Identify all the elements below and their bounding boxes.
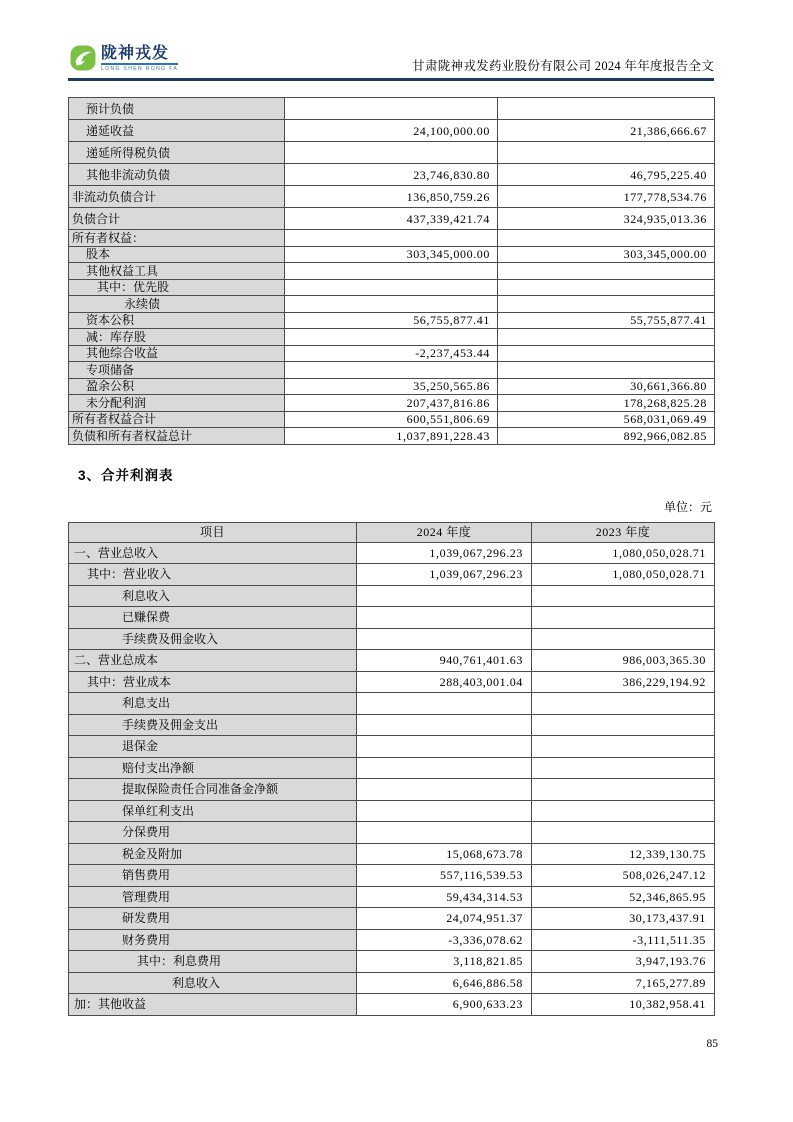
page-number: 85 <box>706 1038 718 1050</box>
table-row <box>69 208 715 230</box>
table-row <box>69 714 715 736</box>
row-value-2023: 52,346,865.95 <box>532 886 715 908</box>
table-row <box>69 736 715 758</box>
income-statement-table-body <box>69 542 715 1015</box>
company-logo-text <box>101 45 178 72</box>
section-heading: 3、合并利润表 <box>78 467 174 483</box>
row-label: 保单红利支出 <box>69 800 357 822</box>
row-value-2024: 6,900,633.23 <box>357 994 532 1016</box>
page-header <box>68 0 714 81</box>
row-label: 加：其他收益 <box>69 994 357 1016</box>
row-value-2024: 35,250,565.86 <box>285 378 498 395</box>
row-value-2024 <box>285 362 498 379</box>
table-row <box>69 779 715 801</box>
row-value-2023 <box>532 714 715 736</box>
row-label: 其中：利息费用 <box>69 951 357 973</box>
row-value-2023: 10,382,958.41 <box>532 994 715 1016</box>
row-label: 其他非流动负债 <box>69 164 285 186</box>
row-value-2024: 136,850,759.26 <box>285 186 498 208</box>
row-label: 所有者权益合计 <box>69 411 285 428</box>
table-row <box>69 886 715 908</box>
row-value-2024 <box>357 736 532 758</box>
table-row <box>69 908 715 930</box>
row-label: 利息收入 <box>69 972 357 994</box>
row-value-2023 <box>532 757 715 779</box>
row-value-2023 <box>532 628 715 650</box>
balance-sheet-table <box>68 97 715 445</box>
row-value-2023 <box>532 607 715 629</box>
company-logo <box>70 45 178 72</box>
row-value-2024: 288,403,001.04 <box>357 671 532 693</box>
row-value-2023: -3,111,511.35 <box>532 929 715 951</box>
row-value-2023 <box>498 296 715 313</box>
table-row <box>69 395 715 412</box>
row-value-2024: -3,336,078.62 <box>357 929 532 951</box>
row-value-2023: 178,268,825.28 <box>498 395 715 412</box>
row-label: 递延所得税负债 <box>69 142 285 164</box>
column-header-item: 项目 <box>69 522 357 542</box>
table-row <box>69 329 715 346</box>
table-row <box>69 585 715 607</box>
row-value-2024: 56,755,877.41 <box>285 312 498 329</box>
row-value-2024: 15,068,673.78 <box>357 843 532 865</box>
row-value-2024: 6,646,886.58 <box>357 972 532 994</box>
table-row <box>69 929 715 951</box>
row-value-2023: 30,661,366.80 <box>498 378 715 395</box>
row-label: 专项储备 <box>69 362 285 379</box>
row-value-2023 <box>498 345 715 362</box>
row-label: 递延收益 <box>69 120 285 142</box>
row-value-2023 <box>498 329 715 346</box>
row-value-2023 <box>532 800 715 822</box>
table-row <box>69 296 715 313</box>
row-label: 分保费用 <box>69 822 357 844</box>
row-value-2023: 177,778,534.76 <box>498 186 715 208</box>
row-value-2024 <box>357 585 532 607</box>
row-label: 税金及附加 <box>69 843 357 865</box>
row-value-2024 <box>285 279 498 296</box>
table-row <box>69 230 715 247</box>
row-value-2024 <box>285 98 498 120</box>
row-label: 资本公积 <box>69 312 285 329</box>
row-value-2024: 1,039,067,296.23 <box>357 542 532 564</box>
row-label: 永续债 <box>69 296 285 313</box>
row-label: 提取保险责任合同准备金净额 <box>69 779 357 801</box>
row-label: 其他综合收益 <box>69 345 285 362</box>
table-row <box>69 628 715 650</box>
table-row <box>69 411 715 428</box>
table-row <box>69 650 715 672</box>
row-label: 负债和所有者权益总计 <box>69 428 285 445</box>
row-value-2024: 24,100,000.00 <box>285 120 498 142</box>
row-label: 研发费用 <box>69 908 357 930</box>
row-label: 利息支出 <box>69 693 357 715</box>
row-value-2024 <box>285 230 498 247</box>
table-row <box>69 693 715 715</box>
table-row <box>69 671 715 693</box>
row-value-2024 <box>357 693 532 715</box>
row-value-2024 <box>357 822 532 844</box>
row-label: 所有者权益： <box>69 230 285 247</box>
row-label: 已赚保费 <box>69 607 357 629</box>
row-value-2024: 303,345,000.00 <box>285 246 498 263</box>
column-header-2024: 2024 年度 <box>357 522 532 542</box>
unit-label: 单位：元 <box>663 499 712 514</box>
row-value-2024: -2,237,453.44 <box>285 345 498 362</box>
row-value-2023 <box>498 142 715 164</box>
row-value-2023 <box>532 736 715 758</box>
row-value-2024: 437,339,421.74 <box>285 208 498 230</box>
row-value-2023 <box>532 585 715 607</box>
table-row <box>69 312 715 329</box>
table-row <box>69 345 715 362</box>
row-value-2023: 46,795,225.40 <box>498 164 715 186</box>
row-value-2023: 303,345,000.00 <box>498 246 715 263</box>
row-value-2024: 23,746,830.80 <box>285 164 498 186</box>
row-label: 其中：营业收入 <box>69 564 357 586</box>
row-value-2024: 1,039,067,296.23 <box>357 564 532 586</box>
table-row <box>69 865 715 887</box>
row-value-2023 <box>498 279 715 296</box>
row-label: 一、营业总收入 <box>69 542 357 564</box>
table-row <box>69 564 715 586</box>
table-row <box>69 994 715 1016</box>
row-label: 负债合计 <box>69 208 285 230</box>
row-value-2023 <box>532 822 715 844</box>
row-value-2023: 55,755,877.41 <box>498 312 715 329</box>
income-statement-table <box>68 522 715 1016</box>
table-row <box>69 98 715 120</box>
table-row <box>69 186 715 208</box>
row-value-2023 <box>498 230 715 247</box>
row-value-2024 <box>357 779 532 801</box>
row-label: 财务费用 <box>69 929 357 951</box>
row-value-2024 <box>357 800 532 822</box>
table-row <box>69 822 715 844</box>
balance-sheet-table-body <box>69 98 715 445</box>
row-label: 利息收入 <box>69 585 357 607</box>
table-row <box>69 263 715 280</box>
table-row <box>69 951 715 973</box>
row-label: 退保金 <box>69 736 357 758</box>
row-value-2023: 21,386,666.67 <box>498 120 715 142</box>
company-logo-icon <box>70 45 96 71</box>
row-value-2024 <box>285 263 498 280</box>
row-value-2024: 207,437,816.86 <box>285 395 498 412</box>
row-value-2023: 986,003,365.30 <box>532 650 715 672</box>
row-label: 销售费用 <box>69 865 357 887</box>
report-title: 甘肃陇神戎发药业股份有限公司 2024 年年度报告全文 <box>412 59 714 73</box>
row-value-2024: 24,074,951.37 <box>357 908 532 930</box>
row-label: 手续费及佣金支出 <box>69 714 357 736</box>
company-logo-subtitle: LONG SHEN RONG FA <box>101 63 178 72</box>
row-value-2023: 12,339,130.75 <box>532 843 715 865</box>
row-value-2023: 30,173,437.91 <box>532 908 715 930</box>
row-value-2024 <box>285 296 498 313</box>
row-value-2023: 568,031,069.49 <box>498 411 715 428</box>
row-label: 未分配利润 <box>69 395 285 412</box>
row-value-2023: 386,229,194.92 <box>532 671 715 693</box>
row-value-2024 <box>357 757 532 779</box>
row-value-2023 <box>532 779 715 801</box>
table-row <box>69 120 715 142</box>
table-row <box>69 843 715 865</box>
row-value-2024 <box>357 607 532 629</box>
row-value-2024 <box>285 142 498 164</box>
row-value-2024: 59,434,314.53 <box>357 886 532 908</box>
table-row <box>69 757 715 779</box>
row-value-2023: 508,026,247.12 <box>532 865 715 887</box>
row-label: 其中：优先股 <box>69 279 285 296</box>
row-label: 预计负债 <box>69 98 285 120</box>
row-value-2023 <box>532 693 715 715</box>
table-row <box>69 142 715 164</box>
table-row <box>69 607 715 629</box>
row-label: 赔付支出净额 <box>69 757 357 779</box>
row-value-2024: 600,551,806.69 <box>285 411 498 428</box>
row-value-2023 <box>498 263 715 280</box>
row-value-2023: 324,935,013.36 <box>498 208 715 230</box>
row-value-2024 <box>357 714 532 736</box>
row-value-2024: 1,037,891,228.43 <box>285 428 498 445</box>
row-label: 非流动负债合计 <box>69 186 285 208</box>
row-value-2024: 557,116,539.53 <box>357 865 532 887</box>
row-value-2023: 3,947,193.76 <box>532 951 715 973</box>
row-label: 减：库存股 <box>69 329 285 346</box>
row-label: 管理费用 <box>69 886 357 908</box>
row-label: 手续费及佣金收入 <box>69 628 357 650</box>
row-value-2023: 892,966,082.85 <box>498 428 715 445</box>
row-label: 其中：营业成本 <box>69 671 357 693</box>
column-header-2023: 2023 年度 <box>532 522 715 542</box>
table-row <box>69 279 715 296</box>
table-row <box>69 246 715 263</box>
table-row <box>69 800 715 822</box>
row-label: 盈余公积 <box>69 378 285 395</box>
row-value-2024: 940,761,401.63 <box>357 650 532 672</box>
table-row <box>69 378 715 395</box>
table-row <box>69 972 715 994</box>
row-value-2024 <box>357 628 532 650</box>
table-row <box>69 362 715 379</box>
table-row <box>69 542 715 564</box>
row-value-2023 <box>498 98 715 120</box>
company-logo-name: 陇神戎发 <box>101 45 170 62</box>
row-value-2024 <box>285 329 498 346</box>
row-value-2023: 1,080,050,028.71 <box>532 542 715 564</box>
row-label: 其他权益工具 <box>69 263 285 280</box>
table-header-row <box>69 522 715 542</box>
row-label: 二、营业总成本 <box>69 650 357 672</box>
row-value-2023 <box>498 362 715 379</box>
row-value-2023: 1,080,050,028.71 <box>532 564 715 586</box>
row-value-2024: 3,118,821.85 <box>357 951 532 973</box>
row-value-2023: 7,165,277.89 <box>532 972 715 994</box>
row-label: 股本 <box>69 246 285 263</box>
table-row <box>69 428 715 445</box>
table-row <box>69 164 715 186</box>
